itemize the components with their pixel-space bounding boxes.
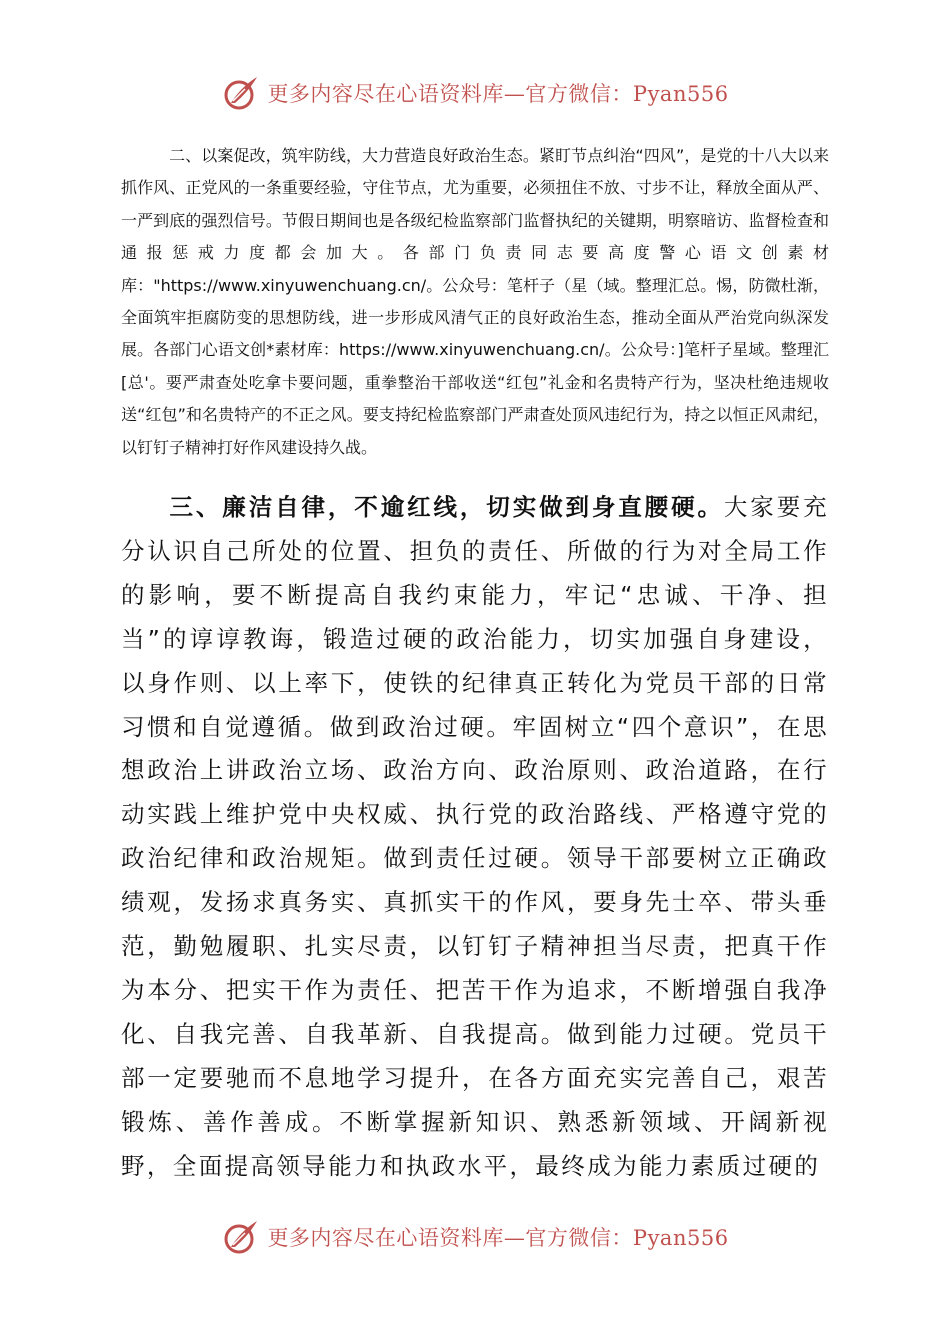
section-3-paragraph	[121, 486, 829, 1189]
section-2-text: 二、以案促改，筑牢防线，大力营造良好政治生态。紧盯节点纠治“四风”，是党的十八大以来抓作风、正党风的一条重要经验，守住节点，尤为重要，必须扭住不放、寸步不让，释放全面从严、一严到底的强烈信号。节假日期间也是各级纪检监察部门监督执纪的关键期，明察暗访、监督检查和通报惩戒力度都会加大。各部门负责同志要高度警心语文创素材库："https://www.xinyuwenchuang.cn/。公众号：笔杆子（星（域。整理汇总。惕，防微杜渐，全面筑牢拒腐防变的思想防线，进一步形成风清气正的良好政治生态，推动全面从严治党向纵深发展。各部门心语文创*素材库：https://www.xinyuwenchuang.cn/。公众号：]笔杆子星域。整理汇[总'。要严肃查处吃拿卡要问题，重拳整治干部收送“红包”礼金和名贵特产行为，坚决杜绝违规收送“红包”和名贵特产的不正之风。要支持纪检监察部门严肃查处顶风违纪行为，持之以恒正风肃纪，以钉钉子精神打好作风建设持久战。	[121, 146, 829, 457]
section-3-heading: 三、廉洁自律，不逾红线，切实做到身直腰硬。	[169, 493, 724, 521]
banner-text: 更多内容尽在心语资料库—官方微信：Pyan556	[267, 82, 729, 106]
banner-text: 更多内容尽在心语资料库—官方微信：Pyan556	[267, 1226, 729, 1250]
section-3-text: 大家要充分认识自己所处的位置、担负的责任、所做的行为对全局工作的影响，要不断提高自我约束能力，牢记“忠诚、干净、担当”的谆谆教诲，锻造过硬的政治能力，切实加强自身建设，以身作则、以上率下，使铁的纪律真正转化为党员干部的日常习惯和自觉遵循。做到政治过硬。牢固树立“四个意识”，在思想政治上讲政治立场、政治方向、政治原则、政治道路，在行动实践上维护党中央权威、执行党的政治路线、严格遵守党的政治纪律和政治规矩。做到责任过硬。领导干部要树立正确政绩观，发扬求真务实、真抓实干的作风，要身先士卒、带头垂范，勤勉履职、扎实尽责，以钉钉子精神担当尽责，把真干作为本分、把实干作为责任、把苦干作为追求，不断增强自我净化、自我完善、自我革新、自我提高。做到能力过硬。党员干部一定要驰而不息地学习提升，在各方面充实完善自己，艰苦锻炼、善作善成。不断掌握新知识、熟悉新领域、开阔新视野，全面提高领导能力和执政水平，最终成为能力素质过硬的	[121, 493, 829, 1180]
quill-pen-logo-icon	[221, 1217, 261, 1257]
footer-banner	[0, 1214, 950, 1260]
section-2-paragraph	[121, 140, 829, 464]
quill-pen-logo-icon	[221, 73, 261, 113]
header-banner	[0, 70, 950, 116]
